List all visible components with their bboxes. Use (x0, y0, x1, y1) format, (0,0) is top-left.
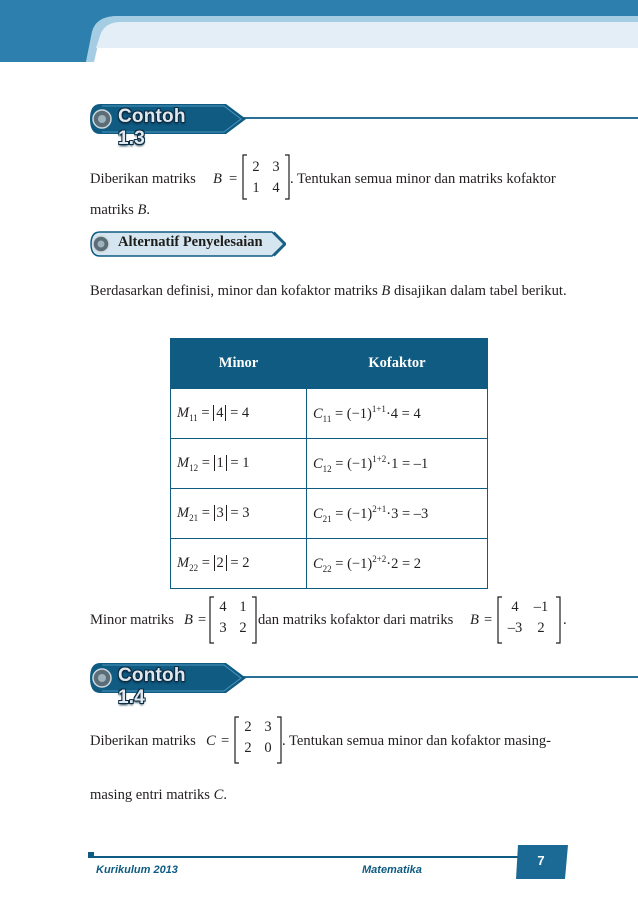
table-header: Minor (171, 339, 307, 389)
matrix-cell: 3 (219, 620, 227, 636)
prompt-text: . Tentukan semua minor dan matriks kofaktor (290, 171, 556, 187)
matrix-cell: 2 (244, 719, 252, 735)
cofactor-cell: $C_{21} = (-1)^{2+1}\cdot 3 = -3$ (307, 489, 488, 539)
minor-cell: $M_{11} = 4 = 4$ (171, 389, 307, 439)
conclusion: Minor matriks B = 4 1 3 2 dan matriks kofaktor dari matriks B = 4 –1 –3 2 . (90, 594, 570, 650)
matrix-cell: 1 (239, 599, 247, 615)
matrix-b (242, 154, 290, 200)
banner-rule (240, 676, 638, 678)
banner-title: Contoh 1.4 (118, 665, 186, 708)
matrix-cell: 3 (264, 719, 272, 735)
footer-left: Kurikulum 2013 (96, 864, 178, 876)
matrix-c (234, 716, 282, 764)
example-1-prompt: Diberikan matriks B = 2 3 1 4 . Tentukan semua minor dan matriks kofaktor matriks B. (90, 158, 568, 222)
minor-cell: $M_{12} = 1 = 1$ (171, 439, 307, 489)
matrix-cell: 4 (511, 599, 519, 615)
matrix-name: C (206, 733, 216, 749)
example-2-prompt: Diberikan matriks C = 2 3 2 0 . Tentukan semua minor dan kofaktor masing- (90, 716, 570, 766)
matrix-cell: –3 (507, 620, 523, 636)
conclusion-text: dan matriks kofaktor dari matriks (258, 612, 454, 628)
minor-matrix (209, 596, 257, 644)
example-2-prompt-line2: masing entri matriks C. (90, 787, 228, 803)
matrix-cell: –1 (533, 599, 549, 615)
matrix-cell: 2 (239, 620, 247, 636)
matrix-cell: 2 (252, 159, 260, 175)
matrix-name: B (213, 171, 222, 187)
table-row (171, 489, 488, 539)
solution-banner (90, 231, 286, 257)
banner-title: Contoh 1.3 (118, 106, 186, 149)
conclusion-text: . (563, 612, 567, 628)
footer-line (90, 856, 566, 858)
matrix-cell: 4 (272, 180, 280, 196)
cofactor-cell: $C_{22} = (-1)^{2+2}\cdot 2 = 2$ (307, 539, 488, 589)
banner-rule (240, 117, 638, 119)
matrix-cell: 1 (252, 180, 260, 196)
page-number: 7 (537, 853, 545, 868)
matrix-cell: 0 (264, 740, 272, 756)
prompt-text: . Tentukan semua minor dan kofaktor masing- (282, 733, 552, 749)
prompt-text: Diberikan matriks (90, 733, 196, 749)
conclusion-text: Minor matriks (90, 612, 174, 628)
solution-title: Alternatif Penyelesaian (118, 234, 263, 250)
matrix-name: B (137, 202, 147, 218)
matrix-name: B (470, 612, 479, 628)
matrix-name: B (184, 612, 193, 628)
matrix-cell: 2 (244, 740, 252, 756)
header-band (0, 0, 638, 62)
table-row (171, 389, 488, 439)
prompt-text: Diberikan matriks (90, 171, 196, 187)
cofactor-cell: $C_{11} = (-1)^{1+1}\cdot 4 = 4$ (307, 389, 488, 439)
cofactor-matrix (497, 596, 561, 644)
matrix-cell: 3 (272, 159, 280, 175)
matrix-cell: 2 (537, 620, 545, 636)
solution-intro: Berdasarkan definisi, minor dan kofaktor matriks B disajikan dalam tabel berikut. (90, 283, 567, 299)
footer-center: Matematika (362, 864, 422, 876)
minor-cell: $M_{22} = 2 = 2$ (171, 539, 307, 589)
table-row (171, 439, 488, 489)
prompt-text: . (146, 202, 151, 218)
cofactor-cell: $C_{12} = (-1)^{1+2}\cdot 1 = -1$ (307, 439, 488, 489)
table-header: Kofaktor (307, 339, 488, 389)
prompt-text: matriks (90, 202, 138, 218)
minor-cell: $M_{21} = 3 = 3$ (171, 489, 307, 539)
table-row (171, 539, 488, 589)
minor-cofactor-table (170, 338, 488, 589)
matrix-cell: 4 (219, 599, 227, 615)
